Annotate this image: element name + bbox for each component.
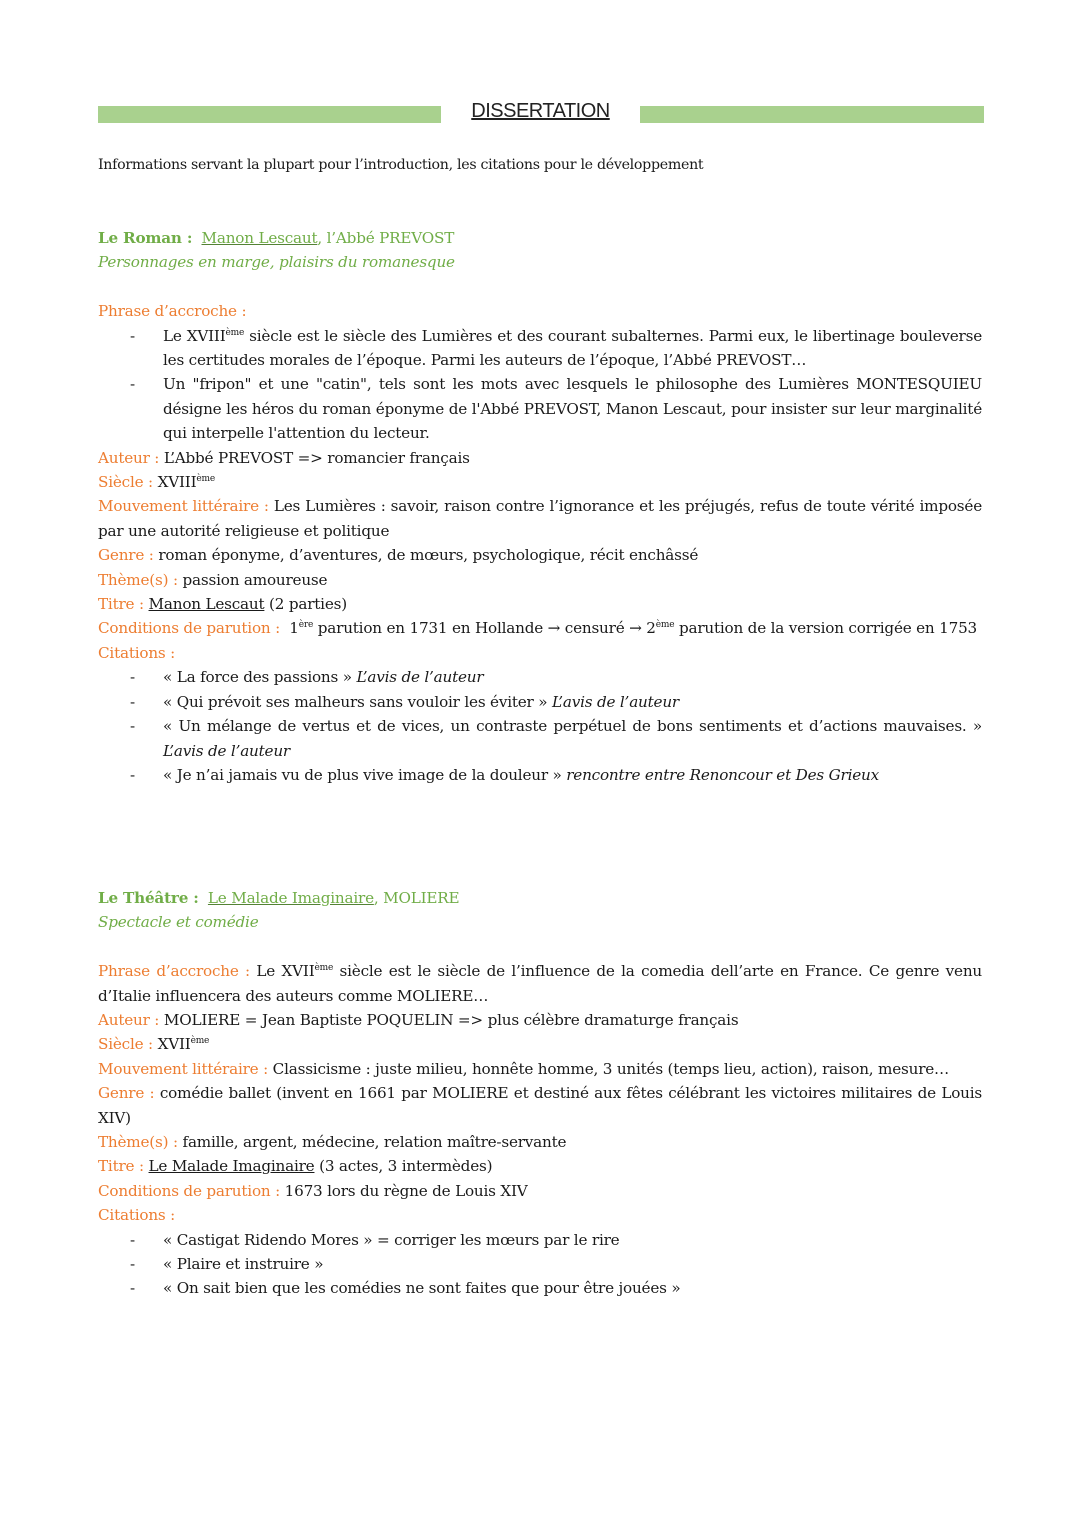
section-roman: [98, 226, 982, 787]
section-subtitle: Spectacle et comédie: [98, 913, 259, 932]
accroche-list: [98, 324, 982, 446]
accroche-label: Phrase d’accroche :: [98, 302, 247, 321]
heading-label: Le Roman :: [98, 229, 193, 247]
heading-author: , l’Abbé PREVOST: [317, 229, 455, 247]
field-mouvement: Mouvement littéraire : Les Lumières : savoir, raison contre l’ignorance et les préjugés, refus de toute vérité imposée par une autorité religieuse et politique: [98, 497, 982, 540]
title-row: [98, 100, 984, 130]
field-theme: Thème(s) : passion amoureuse: [98, 570, 328, 589]
heading-label: Le Théâtre :: [98, 889, 199, 907]
section-theatre: [98, 886, 982, 1301]
field-genre: Genre : roman éponyme, d’aventures, de mœurs, psychologique, récit enchâssé: [98, 546, 699, 565]
list-item: - « Castigat Ridendo Mores » = corriger les mœurs par le rire: [98, 1228, 982, 1252]
list-item: - « Un mélange de vertus et de vices, un contraste perpétuel de bons sentiments et d’actions mauvaises. » L’avis de l’auteur: [98, 714, 982, 763]
citations-label: Citations :: [98, 1206, 176, 1225]
section-heading: [98, 886, 982, 910]
field-parution: Conditions de parution : 1673 lors du règne de Louis XIV: [98, 1181, 528, 1200]
heading-work: Manon Lescaut: [201, 229, 318, 247]
field-siecle: Siècle : XVIIIème: [98, 473, 215, 492]
field-parution: Conditions de parution : 1ère parution en 1731 en Hollande → censuré → 2ème parution de la version corrigée en 1753: [98, 619, 977, 638]
field-auteur: Auteur : MOLIERE = Jean Baptiste POQUELIN => plus célèbre dramaturge français: [98, 1011, 739, 1030]
field-theme: Thème(s) : famille, argent, médecine, relation maître-servante: [98, 1133, 567, 1152]
field-siecle: Siècle : XVIIème: [98, 1035, 210, 1054]
heading-work: Le Malade Imaginaire: [207, 889, 374, 907]
title-bar-left: [98, 106, 441, 123]
field-titre: Titre : Manon Lescaut (2 parties): [98, 595, 347, 614]
list-item: - « Plaire et instruire »: [98, 1252, 982, 1276]
list-item: - « La force des passions » L’avis de l’auteur: [98, 665, 982, 689]
section-subtitle: Personnages en marge, plaisirs du romanesque: [98, 253, 455, 272]
section-heading: [98, 226, 982, 250]
list-item: - « On sait bien que les comédies ne sont faites que pour être jouées »: [98, 1276, 982, 1300]
field-auteur: Auteur : L’Abbé PREVOST => romancier français: [98, 448, 470, 467]
field-mouvement: Mouvement littéraire : Classicisme : juste milieu, honnête homme, 3 unités (temps lieu, action), raison, mesure…: [98, 1059, 950, 1078]
document-title: DISSERTATION: [471, 100, 610, 122]
list-item: - « Je n’ai jamais vu de plus vive image de la douleur » rencontre entre Renoncour et Des Grieux: [98, 763, 982, 787]
citations-list: [98, 1228, 982, 1301]
citations-list: [98, 665, 982, 787]
list-item: - Le XVIIIème siècle est le siècle des Lumières et des courant subalternes. Parmi eux, le libertinage bouleverse les certitudes morales de l’époque. Parmi les auteurs de l’époque, l’Abbé PREVOST…: [98, 324, 982, 373]
intro-text: Informations servant la plupart pour l’introduction, les citations pour le développement: [98, 157, 704, 173]
heading-author: , MOLIERE: [373, 889, 460, 907]
list-item: - Un "fripon" et une "catin", tels sont les mots avec lesquels le philosophe des Lumières MONTESQUIEU désigne les héros du roman éponyme de l'Abbé PREVOST, Manon Lescaut, pour insister sur leur marginalité qui interpelle l'attention du lecteur.: [98, 372, 982, 445]
title-bar-right: [640, 106, 984, 123]
citations-label: Citations :: [98, 643, 176, 662]
list-item: - « Qui prévoit ses malheurs sans vouloir les éviter » L’avis de l’auteur: [98, 690, 982, 714]
field-accroche: Phrase d’accroche : Le XVIIème siècle est le siècle de l’influence de la comedia dell’arte en France. Ce genre venu d’Italie influencera des auteurs comme MOLIERE…: [98, 962, 983, 1005]
field-genre: Genre : comédie ballet (invent en 1661 par MOLIERE et destiné aux fêtes célébrant les victoires militaires de Louis XIV): [98, 1084, 982, 1127]
field-titre: Titre : Le Malade Imaginaire (3 actes, 3 intermèdes): [98, 1157, 493, 1176]
